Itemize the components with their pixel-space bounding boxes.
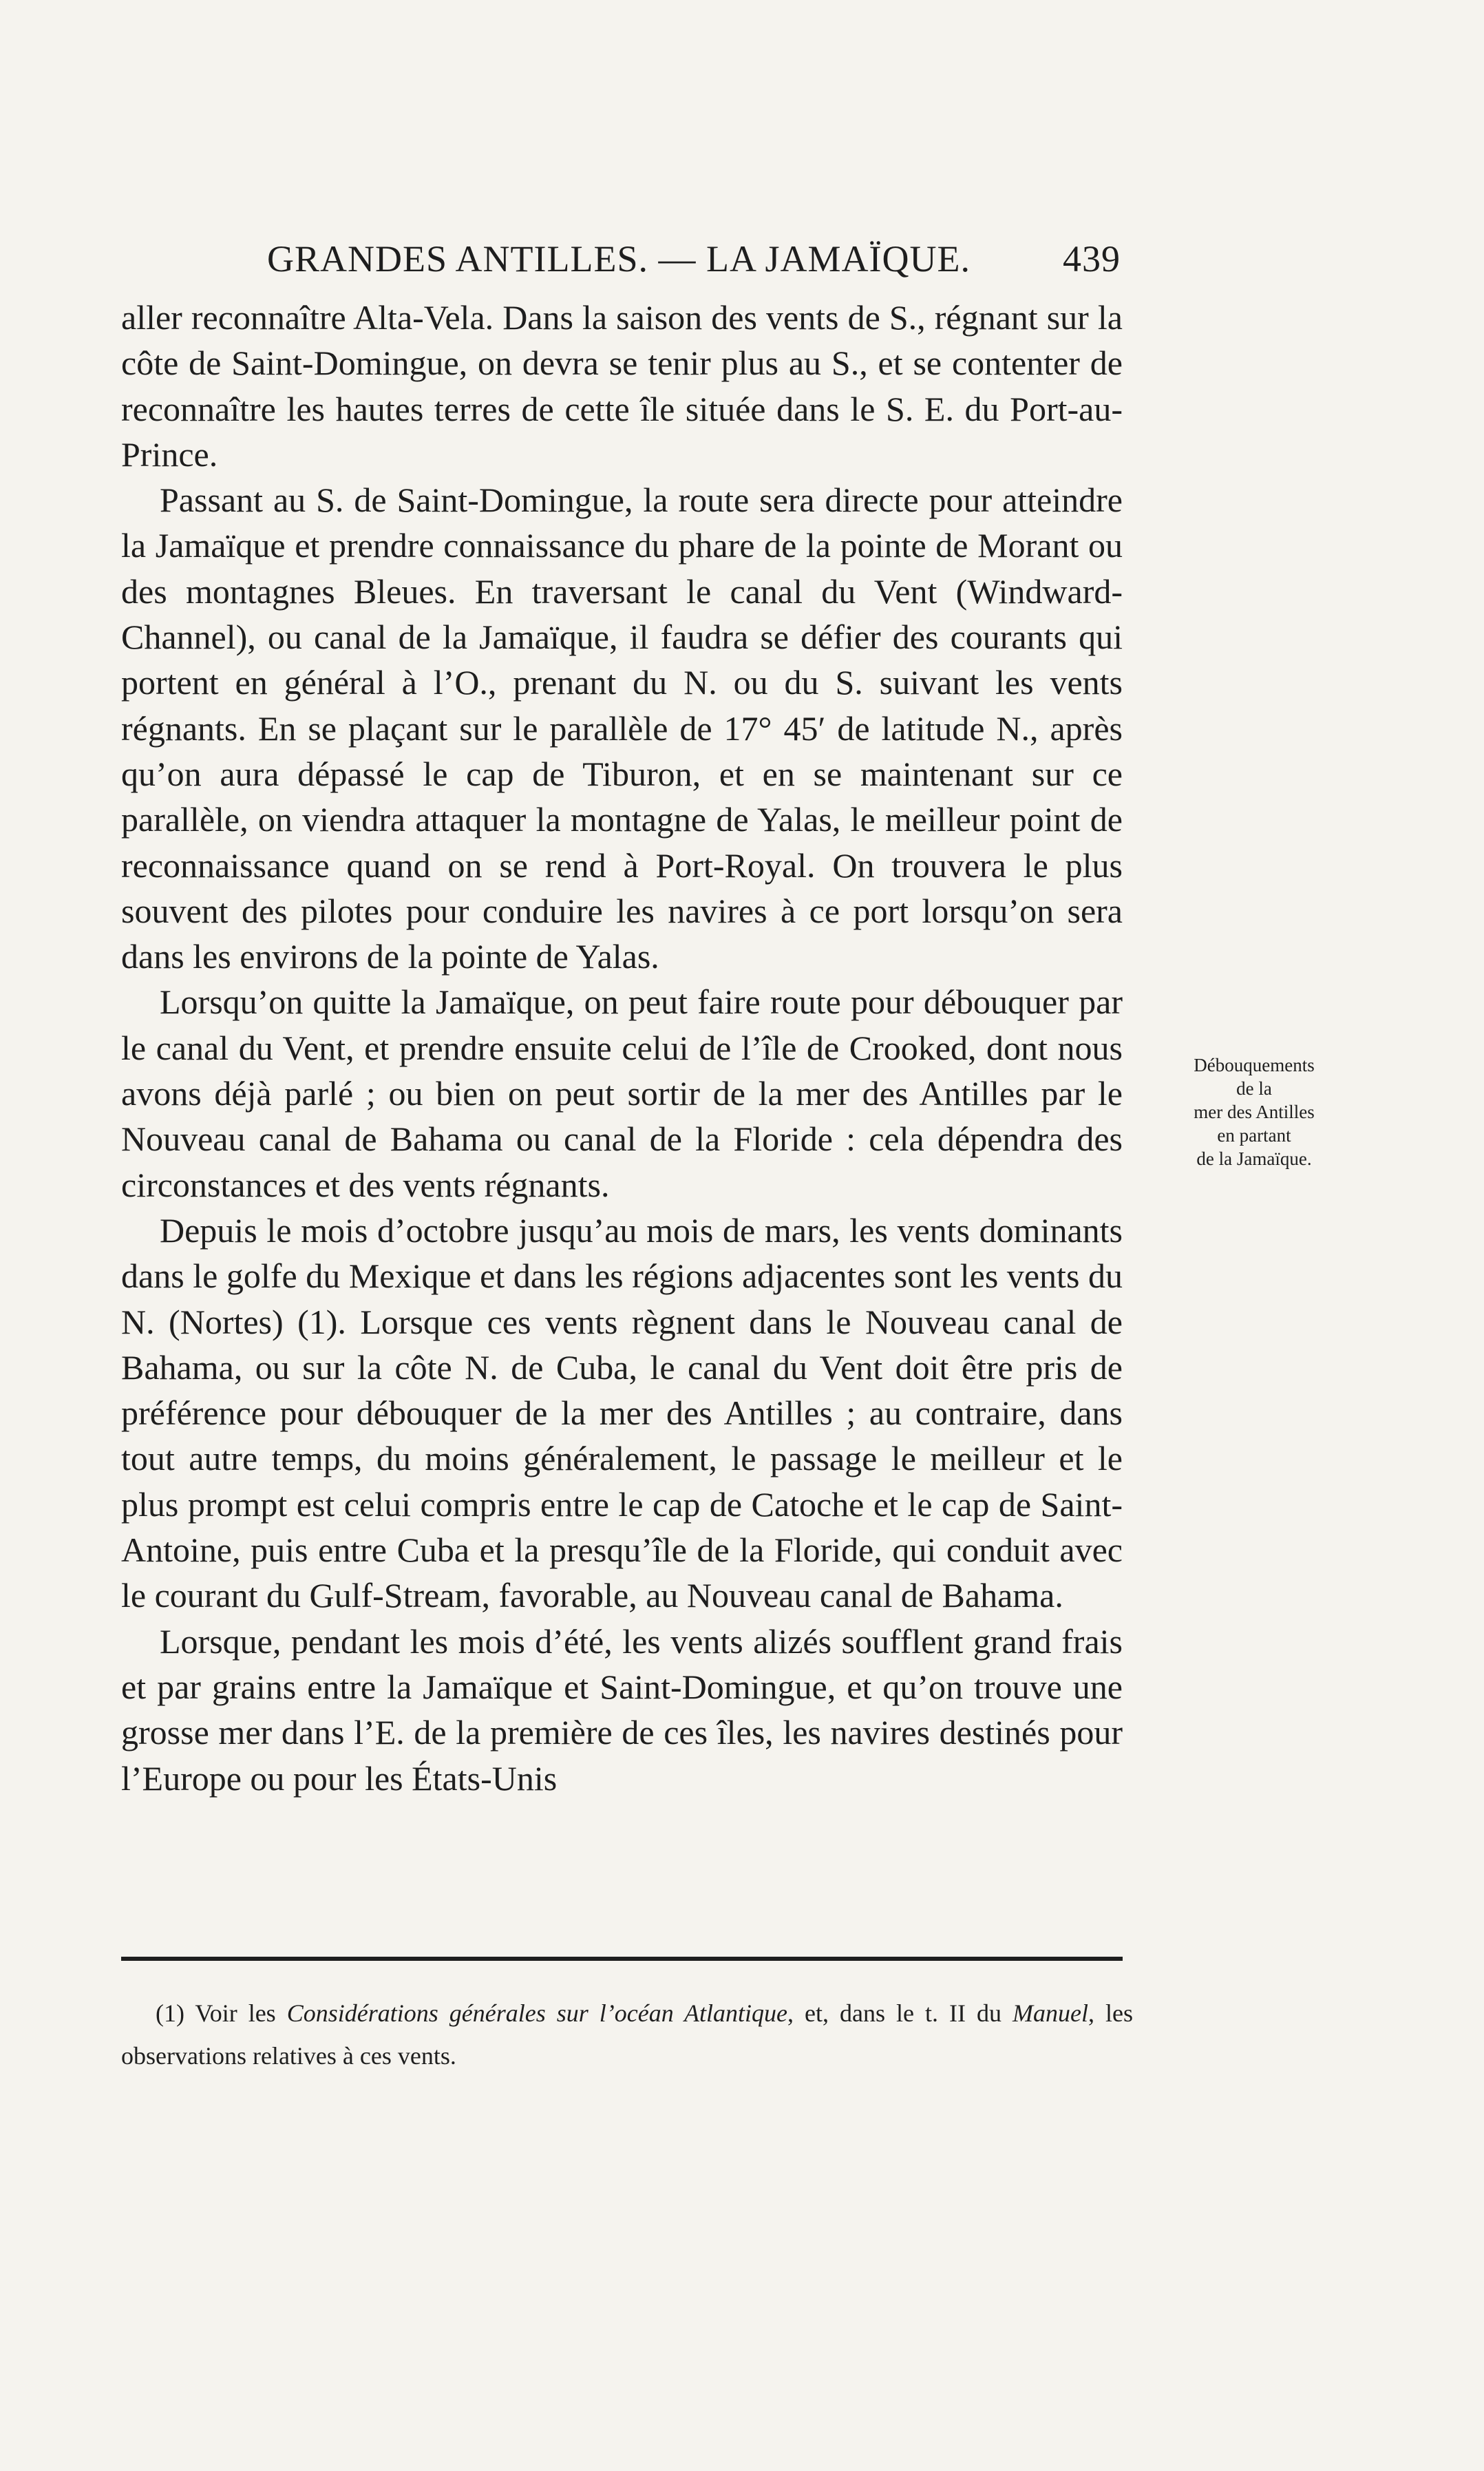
main-text <box>121 295 1123 1801</box>
page-number: 439 <box>1063 238 1121 280</box>
footnote-mark: (1) <box>156 1999 184 2027</box>
footnote-text: Voir les <box>195 1999 276 2027</box>
running-head <box>267 238 1121 286</box>
footnote-separator-rule <box>121 1957 1123 1961</box>
margin-note-line: Débouquements <box>1194 1055 1315 1075</box>
paragraph-3: Lorsqu’on quitte la Jamaïque, on peut faire route pour débouquer par le canal du Vent, et prendre ensuite celui de l’île de Crooked, dont nous avons déjà parlé ; ou bien on peut sortir de la mer des Antilles par le Nouveau canal de Bahama ou canal de la Floride : cela dépendra des circonstances et des vents régnants. <box>121 982 1123 1204</box>
footnote-italic-manual: Manuel <box>1013 1999 1088 2027</box>
margin-note <box>1151 1053 1357 1170</box>
paragraph-4: Depuis le mois d’octobre jusqu’au mois de mars, les vents dominants dans le golfe du Mexique et dans les régions adjacentes sont les vents du N. (Nortes) (1). Lorsque ces vents règnent dans le Nouveau canal de Bahama, ou sur la côte N. de Cuba, le canal du Vent doit être pris de préférence pour débouquer de la mer des Antilles ; au contraire, dans tout autre temps, du moins généralement, le passage le meilleur et le plus prompt est celui compris entre le cap de Catoche et le cap de Saint-Antoine, puis entre Cuba et la presqu’île de la Floride, qui conduit avec le courant du Gulf-Stream, favorable, au Nouveau canal de Bahama. <box>121 1210 1123 1615</box>
paragraph-5: Lorsque, pendant les mois d’été, les vents alizés soufflent grand frais et par grains entre la Jamaïque et Saint-Domingue, et qu’on trouve une grosse mer dans l’E. de la première de ces îles, les navires destinés pour l’Europe ou pour les États-Unis <box>121 1621 1123 1798</box>
margin-note-line: de la <box>1236 1078 1272 1099</box>
paragraph-1: aller reconnaître Alta-Vela. Dans la saison des vents de S., régnant sur la côte de Saint-Domingue, on devra se tenir plus au S., et se contenter de reconnaître les hautes terres de cette île située dans le S. E. du Port-au-Prince. <box>121 298 1123 474</box>
footnote-text: , et, dans le t. II du <box>787 1999 1002 2027</box>
paragraph-2: Passant au S. de Saint-Domingue, la route sera directe pour atteindre la Jamaïque et prendre connaissance du phare de la pointe de Morant ou des montagnes Bleues. En traversant le canal du Vent (Windward-Channel), ou canal de la Jamaïque, il faudra se défier des courants qui portent en général à l’O., prenant du N. ou du S. suivant les vents régnants. En se plaçant sur le parallèle de 17° 45′ de latitude N., après qu’on aura dépassé le cap de Tiburon, et en se maintenant sur ce parallèle, on viendra attaquer la montagne de Yalas, le meilleur point de reconnaissance quand on se rend à Port-Royal. On trouvera le plus souvent des pilotes pour conduire les navires à ce port lorsqu’on sera dans les environs de la pointe de Yalas. <box>121 481 1123 976</box>
footnote-italic-title: Considérations générales sur l’océan Atlantique <box>286 1999 788 2027</box>
footnote-text: , les observations relatives à ces vents. <box>121 1999 1133 2070</box>
margin-note-line: en partant <box>1217 1125 1291 1146</box>
footnote <box>121 1992 1133 2077</box>
margin-note-line: de la Jamaïque. <box>1196 1148 1312 1169</box>
margin-note-line: mer des Antilles <box>1194 1102 1315 1122</box>
running-head-title: GRANDES ANTILLES. — LA JAMAÏQUE. <box>267 238 971 280</box>
